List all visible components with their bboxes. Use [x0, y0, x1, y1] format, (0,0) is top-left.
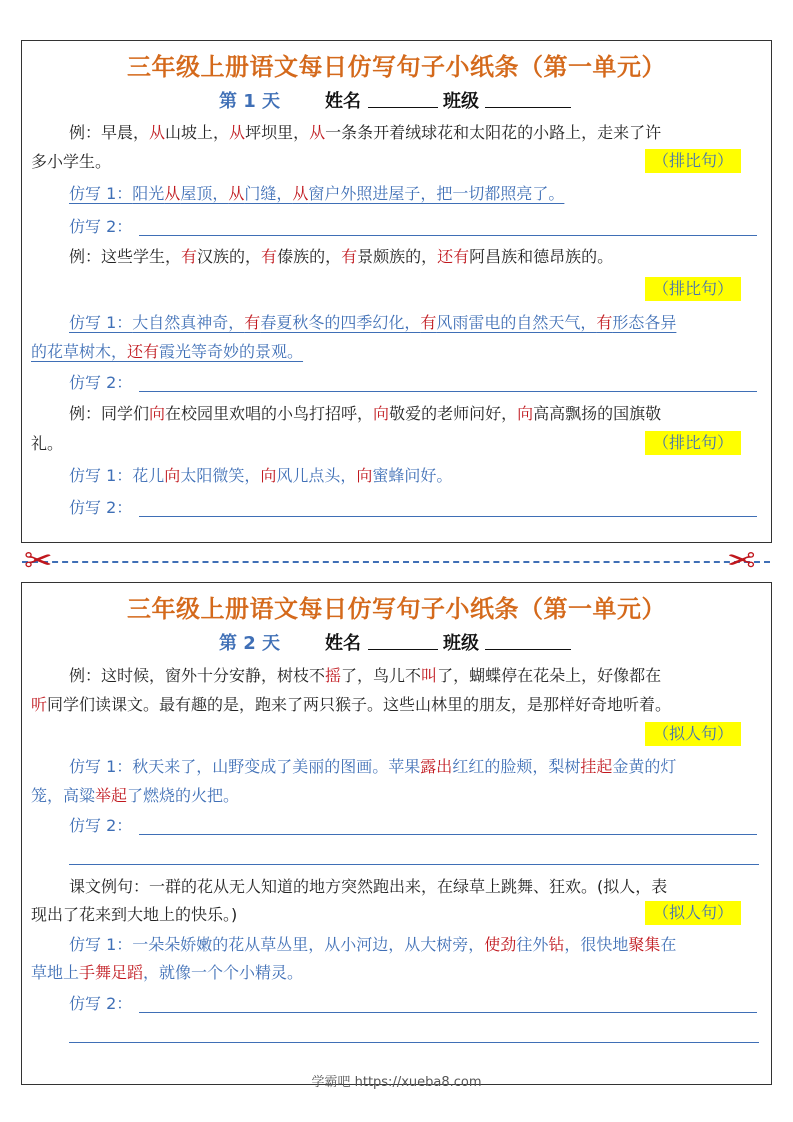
imitation-2-answer-line-extra[interactable]	[69, 1042, 759, 1043]
highlighted-keyword: 摇	[325, 666, 342, 685]
sentence-fragment: 汉族的，	[197, 247, 262, 266]
class-label: 班级	[443, 91, 479, 112]
worksheet-card-day1	[21, 40, 772, 543]
highlighted-keyword: 从	[228, 184, 245, 203]
sentence-fragment: 风雨雷电的自然天气，	[436, 313, 597, 332]
sentence-fragment: 仿写 1：	[69, 935, 133, 954]
sentence-fragment: 太阳微笑，	[180, 466, 261, 485]
sentence-fragment: 例：同学们	[69, 404, 150, 423]
highlighted-keyword: 手舞足蹈	[79, 963, 144, 982]
imitation-1-line2	[31, 958, 763, 987]
imitation-2-answer-line[interactable]	[139, 1012, 757, 1013]
imitation-2-answer-line[interactable]	[139, 391, 757, 392]
sentence-fragment: 风儿点头，	[276, 466, 357, 485]
worksheet-subhead	[22, 87, 771, 115]
highlighted-keyword: 还有	[127, 342, 160, 361]
imitation-1-line2	[31, 337, 763, 366]
sentence-fragment: 傣族的，	[277, 247, 342, 266]
sentence-fragment: 了，蝴蝶停在花朵上，好像都在	[437, 666, 662, 685]
sentence-fragment: ，就像一个个小精灵。	[143, 963, 304, 982]
name-label: 姓名	[325, 91, 361, 112]
sentence-fragment: 金黄的灯	[612, 757, 677, 776]
sentence-fragment: 例：这些学生，	[69, 247, 182, 266]
sentence-fragment: 阳光	[132, 184, 165, 203]
day-label: 第 2 天	[219, 633, 281, 654]
highlighted-keyword: 从	[292, 184, 309, 203]
footer-watermark: 学霸吧 https://xueba8.com	[311, 1075, 482, 1090]
example-sentence-1-line2	[31, 690, 763, 719]
sentence-fragment: 花儿	[132, 466, 165, 485]
class-field[interactable]	[485, 87, 571, 108]
cut-line-divider	[22, 561, 770, 563]
imitation-1	[69, 179, 763, 208]
sentence-fragment: 笼，高粱	[31, 786, 96, 805]
sentence-fragment: 山坡上，	[165, 123, 230, 142]
sentence-fragment: 大自然真神奇，	[132, 313, 245, 332]
highlighted-keyword: 从	[229, 123, 246, 142]
imitation-1-text	[69, 184, 564, 203]
sentence-fragment: 屋顶，	[180, 184, 229, 203]
example-sentence-3-line2: 礼。	[31, 434, 64, 453]
highlighted-keyword: 向	[373, 404, 390, 423]
highlighted-keyword: 从	[309, 123, 326, 142]
example-sentence-1-line1	[31, 661, 763, 690]
highlighted-keyword: 有	[244, 313, 261, 332]
sentence-fragment: 春夏秋冬的四季幻化，	[260, 313, 421, 332]
highlighted-keyword: 叫	[421, 666, 438, 685]
sentence-fragment: 窗户外照进屋子，把一切都照亮了。	[308, 184, 565, 203]
imitation-2-answer-line-extra[interactable]	[69, 864, 759, 865]
imitation-2-answer-line[interactable]	[139, 235, 757, 236]
sentence-fragment: 霞光等奇妙的景观。	[159, 342, 304, 361]
name-label: 姓名	[325, 633, 361, 654]
highlighted-keyword: 有	[341, 247, 358, 266]
sentence-fragment: 秋天来了，山野变成了美丽的图画。苹果	[132, 757, 421, 776]
highlighted-keyword: 挂起	[580, 757, 613, 776]
worksheet-subhead	[22, 629, 771, 657]
scissors-icon: ✂	[24, 541, 53, 581]
highlighted-keyword: 向	[164, 466, 181, 485]
textbook-example-line1: 课文例句：一群的花从无人知道的地方突然跑出来，在绿草上跳舞、狂欢。(拟人，表	[69, 877, 668, 896]
highlighted-keyword: 向	[517, 404, 534, 423]
highlighted-keyword: 露出	[420, 757, 453, 776]
imitation-2-label: 仿写 2：	[69, 816, 133, 835]
worksheet-title: 三年级上册语文每日仿写句子小纸条（第一单元）	[127, 53, 666, 81]
imitation-2-label: 仿写 2：	[69, 217, 133, 236]
highlighted-keyword: 聚集	[628, 935, 661, 954]
sentence-fragment: 阿昌族和德昂族的。	[469, 247, 614, 266]
sentence-fragment: 草地上	[31, 963, 80, 982]
highlighted-keyword: 有	[181, 247, 198, 266]
sentence-fragment: 往外	[516, 935, 549, 954]
sentence-fragment: 敬爱的老师问好，	[389, 404, 518, 423]
sentence-fragment: 仿写 1：	[69, 757, 133, 776]
imitation-1-line2	[31, 781, 763, 810]
imitation-2-label: 仿写 2：	[69, 498, 133, 517]
highlighted-keyword: 有	[420, 313, 437, 332]
sentence-fragment: 形态各异	[612, 313, 677, 332]
imitation-1-line1	[31, 308, 763, 337]
class-label: 班级	[443, 633, 479, 654]
sentence-fragment: 了燃烧的火把。	[127, 786, 240, 805]
example-sentence-2-line1	[31, 242, 763, 271]
imitation-1-line1	[31, 930, 763, 959]
sentence-fragment: 红红的脸颊，梨树	[452, 757, 581, 776]
imitation-2-label: 仿写 2：	[69, 994, 133, 1013]
example-sentence-3-line1	[31, 399, 763, 428]
imitation-2-answer-line[interactable]	[139, 516, 757, 517]
sentence-fragment: ，很快地	[564, 935, 629, 954]
highlighted-keyword: 使劲	[484, 935, 517, 954]
sentence-fragment: 一条条开着绒球花和太阳花的小路上，走来了许	[325, 123, 662, 142]
sentence-fragment: 的花草树木，	[31, 342, 128, 361]
worksheet-title: 三年级上册语文每日仿写句子小纸条（第一单元）	[127, 595, 666, 623]
sentence-fragment: 仿写 1：	[69, 184, 133, 203]
scissors-icon: ✂	[727, 541, 756, 581]
sentence-fragment: 蜜蜂问好。	[372, 466, 453, 485]
sentence-fragment: 了，鸟儿不	[341, 666, 422, 685]
sentence-type-badge: （排比句）	[645, 149, 741, 173]
example-sentence-1-line1	[31, 118, 763, 147]
example-sentence-1-line2: 多小学生。	[31, 152, 112, 171]
highlighted-keyword: 从	[164, 184, 181, 203]
highlighted-keyword: 有	[596, 313, 613, 332]
sentence-fragment: 在校园里欢唱的小鸟打招呼，	[165, 404, 374, 423]
sentence-type-badge: （排比句）	[645, 431, 741, 455]
sentence-fragment: 例：这时候，窗外十分安静，树枝不	[69, 666, 326, 685]
textbook-example-line2: 现出了花来到大地上的快乐。)	[31, 905, 238, 924]
sentence-fragment: 仿写 1：	[69, 466, 133, 485]
imitation-1	[69, 461, 763, 490]
sentence-fragment: 门缝，	[244, 184, 293, 203]
highlighted-keyword: 向	[149, 404, 166, 423]
sentence-fragment: 例：早晨，	[69, 123, 150, 142]
name-field[interactable]	[368, 629, 438, 650]
imitation-1-text	[31, 342, 303, 361]
highlighted-keyword: 向	[356, 466, 373, 485]
sentence-fragment: 仿写 1：	[69, 313, 133, 332]
worksheet-card-day2	[21, 582, 772, 1085]
day-label: 第 1 天	[219, 91, 281, 112]
name-field[interactable]	[368, 87, 438, 108]
sentence-type-badge: （拟人句）	[645, 722, 741, 746]
highlighted-keyword: 有	[261, 247, 278, 266]
sentence-fragment: 同学们读课文。最有趣的是，跑来了两只猴子。这些山林里的朋友，是那样好奇地听着。	[47, 695, 672, 714]
highlighted-keyword: 从	[149, 123, 166, 142]
sentence-fragment: 高高飘扬的国旗敬	[533, 404, 662, 423]
highlighted-keyword: 钻	[548, 935, 565, 954]
sentence-type-badge: （拟人句）	[645, 901, 741, 925]
imitation-2-answer-line[interactable]	[139, 834, 757, 835]
sentence-fragment: 在	[660, 935, 677, 954]
class-field[interactable]	[485, 629, 571, 650]
sentence-fragment: 坪坝里，	[245, 123, 310, 142]
sentence-type-badge: （排比句）	[645, 277, 741, 301]
highlighted-keyword: 还有	[437, 247, 470, 266]
imitation-2-label: 仿写 2：	[69, 373, 133, 392]
highlighted-keyword: 举起	[95, 786, 128, 805]
imitation-1-line1	[31, 752, 763, 781]
sentence-fragment: 一朵朵娇嫩的花从草丛里，从小河边，从大树旁，	[132, 935, 485, 954]
imitation-1-text	[69, 313, 676, 332]
highlighted-keyword: 听	[31, 695, 48, 714]
sentence-fragment: 景颇族的，	[357, 247, 438, 266]
highlighted-keyword: 向	[260, 466, 277, 485]
